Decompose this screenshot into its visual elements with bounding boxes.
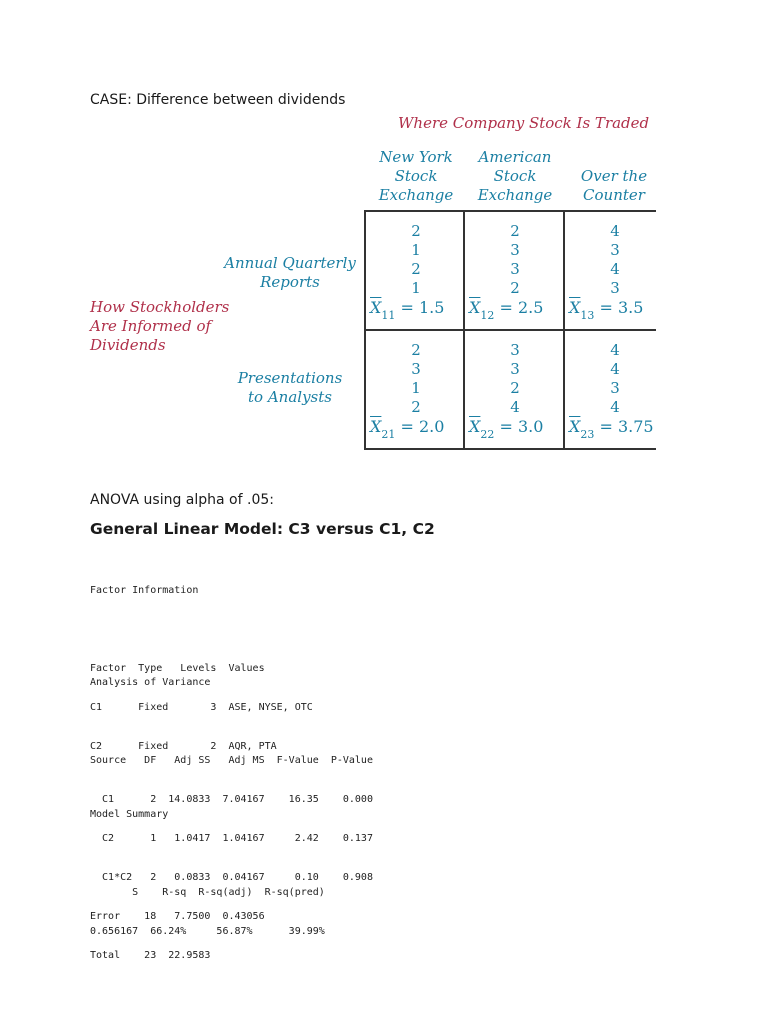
section-title: Model Summary (90, 809, 169, 820)
glm-title: General Linear Model: C3 versus C1, C2 (90, 520, 435, 538)
mean-value: = 3.5 (599, 298, 644, 317)
table-row: C2 Fixed 2 AQR, PTA (90, 741, 277, 752)
mean-symbol: $\overline{X}$ (569, 298, 581, 317)
cell-value: 2 (411, 341, 421, 359)
cell-r1-c3 (565, 212, 665, 332)
two-way-table-figure (0, 0, 768, 470)
cell-value: 3 (510, 260, 520, 278)
mean-symbol: $\overline{X}$ (569, 417, 581, 436)
cell-value: 3 (610, 241, 620, 259)
table-row: 0.656167 66.24% 56.87% 39.99% (90, 926, 325, 937)
cell-mean (469, 417, 543, 441)
table-row: C1 2 14.0833 7.04167 16.35 0.000 (90, 794, 373, 805)
cell-mean (370, 298, 444, 322)
table-row: C1 Fixed 3 ASE, NYSE, OTC (90, 702, 313, 713)
cell-value: 4 (610, 398, 620, 416)
mean-symbol: $\overline{X}$ (370, 417, 382, 436)
mean-subscript: 12 (480, 309, 495, 322)
cell-mean (569, 298, 643, 322)
anova-heading: ANOVA using alpha of .05: (90, 492, 274, 508)
cell-mean (469, 298, 543, 322)
case-heading: CASE: Difference between dividends (90, 92, 346, 108)
table-row: C2 1 1.0417 1.04167 2.42 0.137 (90, 833, 373, 844)
table-header: S R-sq R-sq(adj) R-sq(pred) (90, 887, 325, 898)
cell-value: 2 (510, 279, 520, 297)
mean-subscript: 22 (480, 428, 495, 441)
cell-value: 4 (610, 260, 620, 278)
mean-value: = 3.75 (599, 417, 654, 436)
row-factor-label: How Stockholders Are Informed of Dividends (90, 298, 230, 354)
column-header-otc: Over the Counter (580, 167, 648, 204)
cell-value: 2 (510, 222, 520, 240)
mean-subscript: 11 (381, 309, 396, 322)
mean-value: = 3.0 (499, 417, 544, 436)
cell-value: 4 (610, 222, 620, 240)
cell-value: 2 (510, 379, 520, 397)
table-header: Source DF Adj SS Adj MS F-Value P-Value (90, 755, 373, 766)
cell-value: 4 (510, 398, 520, 416)
mean-symbol: $\overline{X}$ (469, 298, 481, 317)
data-grid (364, 210, 656, 450)
cell-value: 4 (610, 341, 620, 359)
cell-mean (569, 417, 654, 441)
row-header-annual-reports: Annual Quarterly Reports (224, 254, 356, 291)
section-title: Analysis of Variance (90, 677, 211, 688)
mean-symbol: $\overline{X}$ (370, 298, 382, 317)
cell-r2-c2 (465, 331, 565, 451)
column-header-nyse: New York Stock Exchange (378, 148, 454, 204)
cell-value: 1 (411, 279, 421, 297)
cell-value: 3 (610, 379, 620, 397)
cell-mean (370, 417, 444, 441)
cell-value: 3 (510, 341, 520, 359)
cell-value: 4 (610, 360, 620, 378)
row-header-presentations: Presentations to Analysts (237, 369, 343, 406)
table-row: Error 18 7.7500 0.43056 (90, 911, 265, 922)
cell-value: 1 (411, 379, 421, 397)
mean-value: = 2.5 (499, 298, 544, 317)
mean-value: = 1.5 (400, 298, 445, 317)
mean-symbol: $\overline{X}$ (469, 417, 481, 436)
mean-value: = 2.0 (400, 417, 445, 436)
mean-subscript: 13 (580, 309, 595, 322)
table-row: Total 23 22.9583 (90, 950, 211, 961)
mean-subscript: 23 (580, 428, 595, 441)
cell-r2-c1 (366, 331, 466, 451)
cell-value: 2 (411, 398, 421, 416)
table-row: C1*C2 2 0.0833 0.04167 0.10 0.908 (90, 872, 373, 883)
cell-r1-c1 (366, 212, 466, 332)
table-header: Factor Type Levels Values (90, 663, 265, 674)
cell-r1-c2 (465, 212, 565, 332)
cell-value: 3 (411, 360, 421, 378)
cell-value: 1 (411, 241, 421, 259)
figure-caption: Where Company Stock Is Traded (398, 114, 650, 132)
column-header-ase: American Stock Exchange (477, 148, 553, 204)
section-title: Factor Information (90, 585, 199, 596)
mean-subscript: 21 (381, 428, 396, 441)
model-summary-section (90, 782, 325, 951)
cell-value: 3 (510, 360, 520, 378)
cell-value: 2 (411, 260, 421, 278)
cell-value: 2 (411, 222, 421, 240)
cell-r2-c3 (565, 331, 665, 451)
cell-value: 3 (610, 279, 620, 297)
cell-value: 3 (510, 241, 520, 259)
